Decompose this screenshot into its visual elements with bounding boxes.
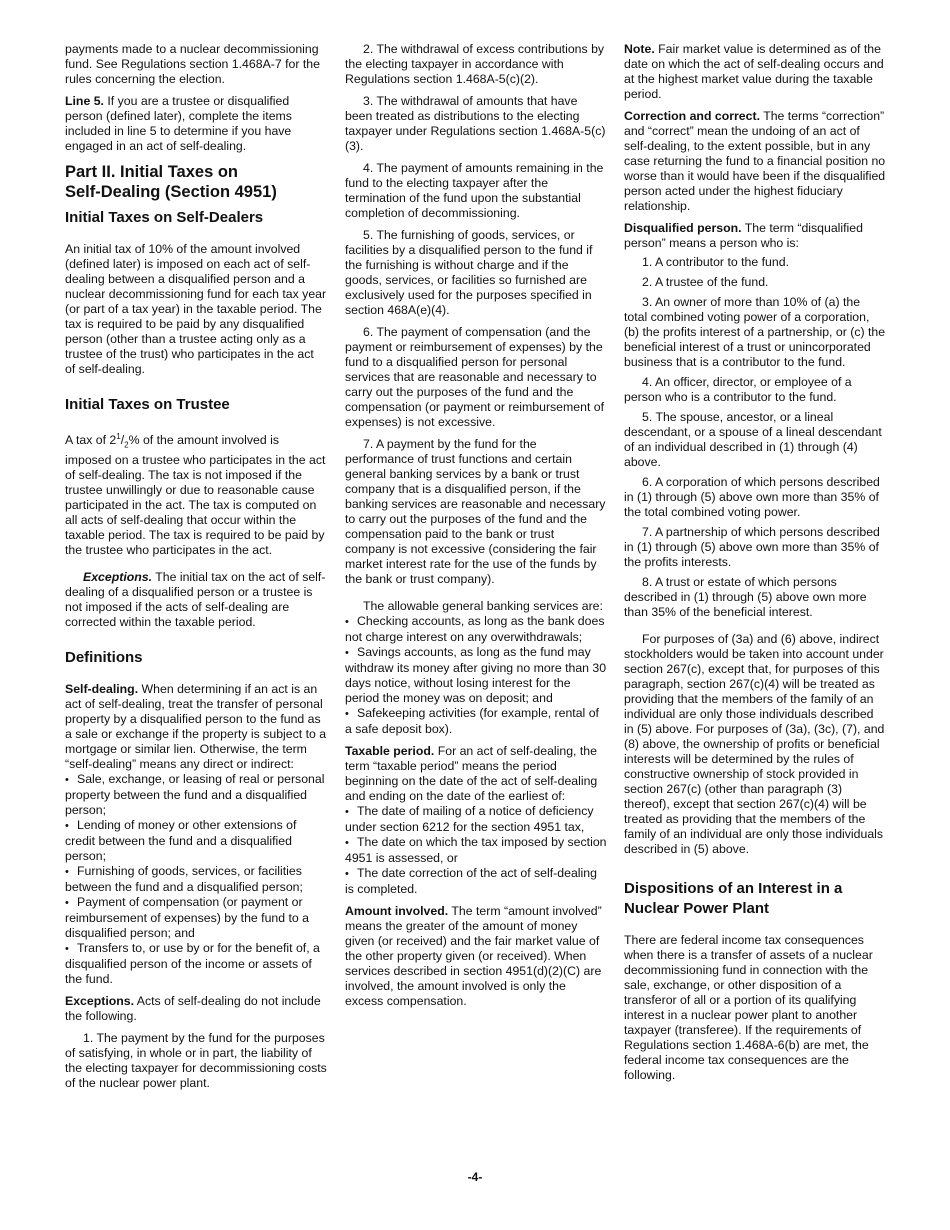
disqualified-list-item: 2. A trustee of the fund. — [642, 275, 769, 289]
trustee-title: Initial Taxes on Trustee — [65, 396, 230, 413]
taxable-period-list-item: • The date on which the tax imposed by section 4951 is assessed, or — [345, 835, 607, 865]
self-dealing-list-item: • Payment of compensation (or payment or reimbursement of expenses) by the fund to a disqualified person; and — [65, 894, 310, 940]
taxable-period-list — [345, 804, 607, 897]
exceptions-heading: Exceptions. — [83, 569, 153, 584]
bullet-icon: • — [65, 819, 69, 832]
disqualified-list-item: 7. A partnership of which persons described in (1) through (5) above own more than 35% of the profits interests. — [624, 525, 880, 569]
note-heading: Note. — [624, 42, 655, 56]
self-dealing-list-item: • Furnishing of goods, services, or facilities between the fund and a disqualified person; — [65, 863, 303, 894]
self-dealing-paragraph: Self-dealing. When determining if an act is an act of self-dealing, treat the transfer of personal property by a disqualified person to the fund as a sale or exchange if the property is subject to a mortgage or similar lien. Otherwise, the term “self-dealing” means any direct or indirect: — [65, 681, 327, 771]
column-3 — [624, 42, 886, 1090]
self-dealers-title: Initial Taxes on Self-Dealers — [65, 209, 264, 226]
bullet-icon: • — [65, 896, 69, 909]
bullet-icon: • — [345, 616, 349, 628]
taxable-period-heading: Taxable period. — [345, 744, 435, 758]
banking-list-item: • Safekeeping activities (for example, rental of a safe deposit box). — [345, 706, 599, 736]
banking-intro: The allowable general banking services are: — [363, 599, 603, 613]
disqualified-list-item: 1. A contributor to the fund. — [642, 255, 789, 269]
taxable-period-paragraph: Taxable period. For an act of self-dealing, the term “taxable period” means the period beginning on the date of the act of self-dealing and ending on the date of the earliest of: — [345, 744, 598, 803]
disqualified-list — [624, 255, 886, 620]
bullet-icon: • — [65, 773, 69, 786]
purposes-paragraph: For purposes of (3a) and (6) above, indirect stockholders would be taken into account under section 267(c), except that, for purposes of this paragraph, section 267(c)(4) will be treated as providing that the members of the family of an individual are only those individuals described in (5) above. For purposes of (3a), (3c), (7), and (8) above, the ownership of profits or beneficial interests will be determined by the rules of constructive ownership of stock provided in section 267(c) (other than paragraph (3) thereof), except that section 267(c)(4) will be treated as providing that the members of the family of an individual are only those individuals described in (5) above. — [624, 632, 885, 856]
part2-title: Part II. Initial Taxes on Self-Dealing (Section 4951) — [65, 163, 277, 201]
disqualified-paragraph: Disqualified person. The term “disqualified person” means a person who is: — [624, 221, 863, 250]
exception-item: 3. The withdrawal of amounts that have been treated as distributions to the electing taxpayer under Regulations section 1.468A-5(c)(3). — [345, 94, 606, 153]
exceptions2-paragraph: Exceptions. Acts of self-dealing do not include the following. — [65, 993, 321, 1023]
intro-paragraph: payments made to a nuclear decommissioning fund. See Regulations section 1.468A-7 for the rules concerning the election. — [65, 42, 320, 86]
column-1 — [65, 42, 327, 1098]
note-paragraph: Note. Fair market value is determined as of the date on which the act of self-dealing occurs and at the highest market value during the taxable period. — [624, 42, 884, 101]
exception-item: 2. The withdrawal of excess contributions by the electing taxpayer in accordance with Regulations section 1.468A-5(c)(2). — [345, 42, 605, 86]
exception-item: 4. The payment of amounts remaining in the fund to the electing taxpayer after the termination of the fund upon the substantial completion of decommissioning. — [345, 161, 604, 220]
disqualified-heading: Disqualified person. — [624, 221, 742, 235]
line5-heading: Line 5. — [65, 94, 104, 108]
bullet-icon: • — [345, 837, 349, 849]
disqualified-list-item: 8. A trust or estate of which persons described in (1) through (5) above own more than 35% of the beneficial interest. — [624, 575, 867, 619]
definitions-title: Definitions — [65, 648, 143, 666]
correction-heading: Correction and correct. — [624, 109, 760, 123]
exceptions-paragraph: Exceptions. The initial tax on the act of self-dealing of a disqualified person or a trustee is not imposed if the acts of self-dealing are corrected within the taxable period. — [65, 569, 326, 629]
page-number: -4- — [467, 1170, 483, 1184]
disqualified-list-item: 5. The spouse, ancestor, or a lineal descendant, or a spouse of a lineal descendant of an individual described in (1) through (4) above. — [624, 410, 882, 469]
bullet-icon: • — [345, 647, 349, 659]
bullet-icon: • — [65, 865, 69, 878]
exception-item: 5. The furnishing of goods, services, or facilities by a disqualified person to the fund if the furnishing is without charge and if the goods, services, or facilities so furnished are exclusively used for the purposes specified in section 468A(e)(4). — [345, 228, 593, 317]
line5-paragraph: Line 5. If you are a trustee or disqualified person (defined later), complete the items included in line 5 to determine if you have engaged in an act of self-dealing. — [65, 94, 292, 153]
dispositions-title: Dispositions of an Interest in a Nuclear Power Plant — [624, 880, 843, 917]
dispositions-paragraph: There are federal income tax consequences when there is a transfer of assets of a nuclear decommissioning fund in connection with the sale, exchange, or other disposition of a transferor of all or a portion of its qualifying interest in a nuclear power plant to another taxpayer (transferee). If the requirements of Regulations section 1.468A-6(b) are met, the federal income tax consequences are the following. — [624, 933, 873, 1082]
amount-involved-paragraph: Amount involved. The term “amount involved” means the greater of the amount of money given (or received) and the fair market value of the other property given (or received). When services described in section 4951(d)(2)(C) are involved, the amount involved is only the excess compensation. — [345, 904, 602, 1008]
trustee-paragraph: A tax of $2^1/_2\%$ of the amount involved is imposed on a trustee who participates in the act of self-dealing. The tax is not imposed if the trustee unwillingly or due to reasonable cause participated in the act. The tax is computed on all acts of self-dealing that occur within the taxable period. The tax is required to be paid by the trustee who participates in the act. — [65, 432, 326, 557]
column-2 — [345, 42, 607, 1016]
exception-items — [345, 42, 607, 587]
banking-list-item: • Savings accounts, as long as the fund may withdraw its money after giving no more than 30 days notice, without losing interest for the period the money was on deposit; and — [345, 645, 607, 705]
self-dealing-list-item: • Lending of money or other extensions of credit between the fund and a disqualified person; — [65, 817, 297, 863]
taxable-period-list-item: • The date correction of the act of self-dealing is completed. — [345, 866, 597, 896]
exception-item: 7. A payment by the fund for the performance of trust functions and certain general banking services by a bank or trust company that is a disqualified person, if the banking services are reasonable and necessary to carry out the purposes of the fund and the compensation paid to the bank or trust company is not excessive (considering the fair market interest rate for the use of the funds by the bank or trust company). — [345, 437, 606, 586]
banking-list — [345, 614, 607, 737]
self-dealing-list-item: • Transfers to, or use by or for the benefit of, a disqualified person of the income or assets of the fund. — [65, 940, 320, 986]
bullet-icon: • — [65, 942, 69, 955]
self-dealing-list-item: • Sale, exchange, or leasing of real or personal property between the fund and a disqualified person; — [65, 771, 325, 817]
disqualified-list-item: 3. An owner of more than 10% of (a) the total combined voting power of a corporation, (b) the profits interest of a partnership, or (c) the beneficial interest of a trust or unincorporated business that is a contributor to the fund. — [624, 295, 886, 369]
bullet-icon: • — [345, 708, 349, 720]
exception-item-1: 1. The payment by the fund for the purposes of satisfying, in whole or in part, the liability of the electing taxpayer for decommissioning costs of the nuclear power plant. — [65, 1030, 327, 1090]
self-dealing-list — [65, 772, 327, 987]
taxable-period-list-item: • The date of mailing of a notice of deficiency under section 6212 for the section 4951 tax, — [345, 804, 594, 834]
disqualified-list-item: 4. An officer, director, or employee of a person who is a contributor to the fund. — [624, 375, 852, 404]
exception-item: 6. The payment of compensation (and the payment or reimbursement of expenses) by the fund to a disqualified person for personal services that are reasonable and necessary to carry out the purposes of the fund and the compensation (or payment or reimbursement of expenses) is not excessive. — [345, 325, 605, 429]
bullet-icon: • — [345, 806, 349, 818]
bullet-icon: • — [345, 868, 349, 880]
amount-involved-heading: Amount involved. — [345, 904, 449, 918]
correction-paragraph: Correction and correct. The terms “correction” and “correct” mean the undoing of an act of self-dealing, to the extent possible, but in any case returning the fund to a financial position no worse than it would have been if the disqualified person acted under the highest fiduciary relationship. — [624, 109, 886, 213]
self-dealers-paragraph: An initial tax of 10% of the amount involved (defined later) is imposed on each act of self-dealing between a disqualified person and a nuclear decommissioning fund for each tax year (or part of a tax year) in the taxable period. The tax is required to be paid by any disqualified person (other than a trustee acting only as a trustee of the trust) who participates in the act of self-dealing. — [65, 242, 327, 376]
banking-list-item: • Checking accounts, as long as the bank does not charge interest on any overwithdrawals; — [345, 614, 605, 644]
exceptions2-heading: Exceptions. — [65, 993, 135, 1008]
self-dealing-heading: Self-dealing. — [65, 681, 139, 696]
disqualified-list-item: 6. A corporation of which persons described in (1) through (5) above own more than 35% of the total combined voting power. — [624, 475, 880, 519]
